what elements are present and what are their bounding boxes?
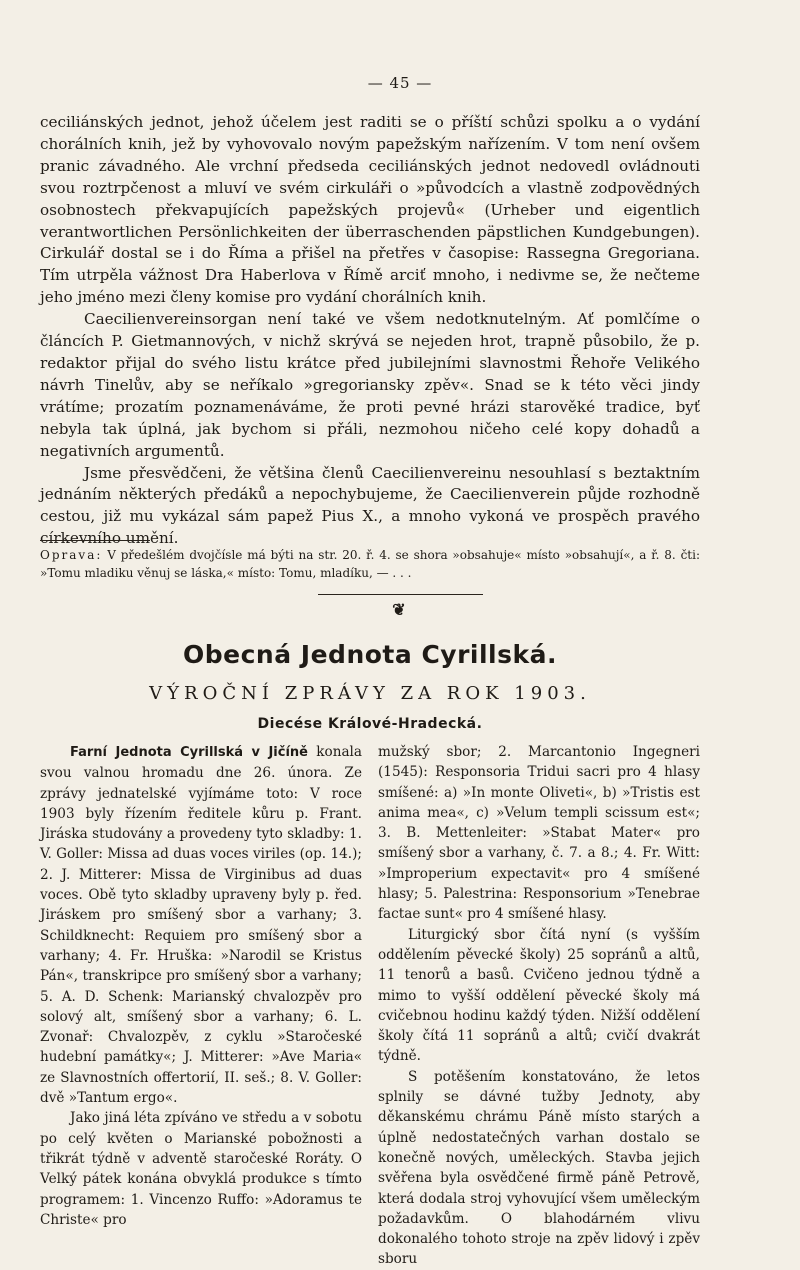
footnote-text: V předešlém dvojčísle má býti na str. 20. ř. 4. se shora »obsahuje« místo »obsahují«, a ř. 8. čti: »Tomu mladiku věnuj se láska,« místo: Tomu, mladíku, — . . . [40, 548, 700, 580]
footnote-label: Oprava: [40, 548, 103, 562]
paragraph-text: konala svou valnou hromadu dne 26. února. Ze zprávy jednatelské vyjímáme toto: V roce 1903 byly řízením ředitele kůru p. Frant. Jiráska studovány a provedeny tyto skladby: 1. V. Goller: Missa ad duas voces viriles (op. 14.); 2. J. Mitterer: Missa de Virginibus ad duas voces. Obě tyto skladby upraveny byly p. řed. Jiráskem pro smíšený sbor a varhany; 3. Schildknecht: Requiem pro smíšený sbor a varhany; 4. Fr. Hruška: »Narodil se Kristus Pán«, transkripce pro smíšený sbor a varhany; 5. A. D. Schenk: Marianský chvalozpěv pro solový alt, smíšený sbor a varhany; 6. L. Zvonař: Chvalozpěv, z cyklu »Staročeské hudební památky«; J. Mitterer: »Ave Maria« ze Slavnostních offertorií, II. seš.; 8. V. Goller: dvě »Tantum ergo«. [40, 744, 363, 1107]
run-in-heading: Farní Jednota Cyrillská v Jičíně [70, 745, 308, 760]
section-divider [318, 594, 483, 595]
paragraph: mužský sbor; 2. Marcantonio Ingegneri (1545): Responsoria Tridui sacri pro 4 hlasy smíšené: a) »In monte Oliveti«, b) »Tristis est anima mea«, c) »Velum templi scissum est«; 3. B. Mettenleiter: »Stabat Mater« pro smíšený sbor a varhany, č. 7. a 8.; 4. Fr. Witt: »Improperium expectavit« pro 4 smíšené hlasy; 5. Palestrina: Responsorium »Tenebrae factae sunt« pro 4 smíšené hlasy. [378, 744, 700, 923]
page-number: — 45 — [367, 74, 433, 92]
paragraph: Liturgický sbor čítá nyní (s vyšším oddělením pěvecké školy) 25 sopránů a altů, 11 tenorů a basů. Cvičeno jednou týdně a mimo to vyšší oddělení pěvecké školy má cvičebnou hodinu každý týden. Nižší oddělení školy čítá 11 sopránů a altů; cvičí dvakrát týdně. [378, 926, 700, 1065]
paragraph: ceciliánských jednot, jehož účelem jest raditi se o příští schůzi spolku a o vydání chorálních knih, jež by vyhovovalo novým papežským nařízením. V tom není ovšem pranic závadného. Ale vrchní předseda ceciliánských jednot nedovedl ovládnouti svou roztrpčenost a mluví ve svém cirkuláři o »původcích a vlastně zodpovědných osobnostech překvapujících papežských projevů« (Urheber und eigentlich verantwortlichen Persönlichkeiten der überraschenden päpstlichen Kundgebungen). Cirkulář dostal se i do Říma a přišel na přetřes v časopise: Rassegna Gregoriana. Tím utrpěla vážnost Dra Haberlova v Římě arciť mnoho, i nedivme se, že nečteme jeho jméno mezi členy komise pro vydání chorálních knih. [40, 113, 700, 307]
diocese-heading: Diecése Králové-Hradecká. [257, 716, 483, 732]
paragraph: Jako jiná léta zpíváno ve středu a v sobotu po celý květen o Marianské pobožnosti a třikrát týdně v adventě staročeské Roráty. O Velký pátek konána obvyklá produkce s tímto programem: 1. Vincenzo Ruffo: »Adoramus te Christe« pro [40, 1110, 362, 1228]
paragraph: Jsme přesvědčeni, že většina členů Caecilienvereinu nesouhlasí s beztaktním jednáním některých předáků a nepochybujeme, že Caecilienverein půjde rozhodně cestou, již mu vykázal sám papež Pius X., a mnoho vykoná ve prospěch pravého církevního umění. [40, 463, 700, 548]
left-column [40, 742, 362, 1230]
section-title: Obecná Jednota Cyrillská. [183, 640, 557, 669]
paragraph: Caecilienvereinsorgan není také ve všem nedotknutelným. Ať pomlčíme o článcích P. Gietmannových, v nichž skrývá se nejeden hrot, trapně působilo, že p. redaktor přijal do svého listu krátce před jubilejními slavnostmi Řehoře Velikého návrh Tinelův, aby se neříkalo »gregoriansky zpěv«. Snad se k této věci jindy vrátíme; prozatím poznamenáváme, že proti pevné hrázi starověké tradice, byť nebyla tak úplná, jak bychom si přáli, nezmohou ničeho celé kopy dohadů a negativních argumentů. [40, 310, 700, 460]
paragraph: S potěšením konstatováno, že letos splnily se dávné tužby Jednoty, aby děkanskému chrámu Páně místo starých a úplně nedostatečných varhan dostalo se konečně nových, uměleckých. Stavba jejich svěřena byla osvědčené firmě páně Petrově, která dodala stroj vyhovující všem uměleckým požadavkům. O blahodárném vlivu dokonalého tohoto stroje na zpěv lidový i zpěv sboru [378, 1068, 700, 1268]
main-text [40, 112, 700, 550]
ornament-icon: ❦ [392, 600, 408, 619]
right-column [378, 742, 700, 1270]
paragraph [40, 742, 362, 1108]
footnote [40, 546, 700, 582]
section-subtitle: VÝROČNÍ ZPRÁVY ZA ROK 1903. [149, 683, 591, 704]
footnote-divider [40, 540, 150, 541]
